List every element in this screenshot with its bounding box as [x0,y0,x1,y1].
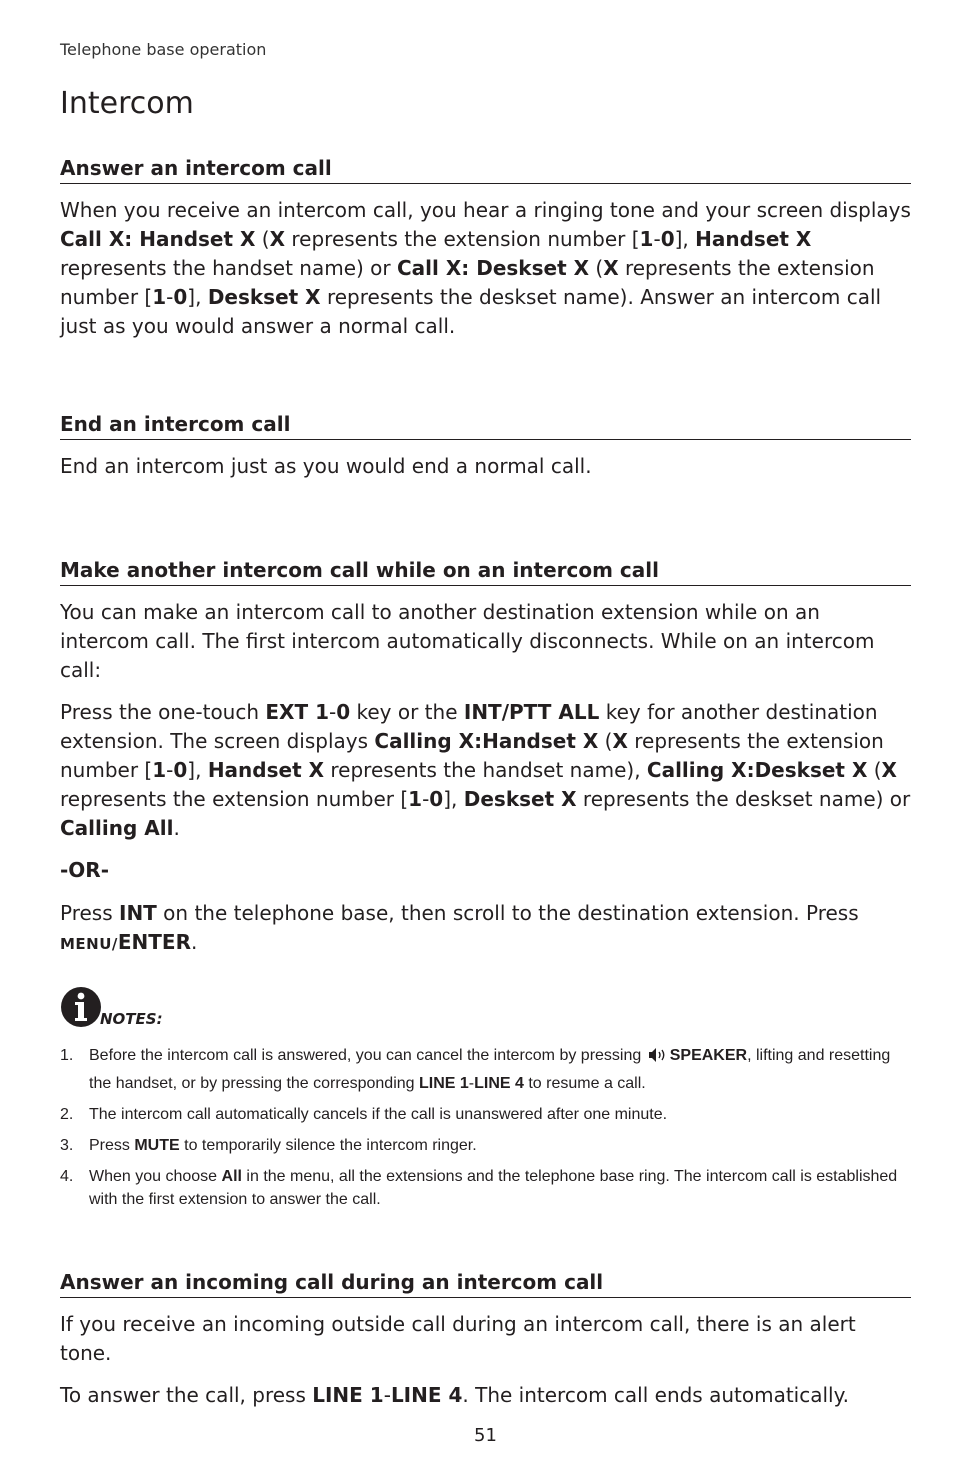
section-heading: End an intercom call [60,412,911,440]
page-title: Intercom [60,86,194,121]
section-answer-intercom [60,156,911,341]
page-number: 51 [474,1425,497,1446]
section-heading: Answer an intercom call [60,156,911,184]
section-another-intercom [60,558,911,959]
section-heading: Answer an incoming call during an intercom call [60,1270,911,1298]
section-body: End an intercom just as you would end a normal call. [60,454,592,478]
section-body: When you receive an intercom call, you hear a ringing tone and your screen displays Call X: Handset X (X represents the extension number [1-0], Handset X represents the handset name) or Call X: Deskset X (X represents the extension number [1-0], Deskset X represents the deskset name). Answer an intercom call just as you would answer a normal call. [60,198,911,338]
section-incoming-during-intercom [60,1270,911,1410]
section-instruction: Press the one-touch EXT 1-0 key or the INT/PTT ALL key for another destination extension. The screen displays Calling X:Handset X (X represents the extension number [1-0], Handset X represents the handset name), Calling X:Deskset X (X represents the extension number [1-0], Deskset X represents the deskset name) or Calling All. [60,700,911,840]
speaker-icon [648,1047,668,1063]
section-instruction: To answer the call, press LINE 1-LINE 4. The intercom call ends automatically. [60,1383,849,1407]
section-body: If you receive an incoming outside call during an intercom call, there is an alert tone. [60,1312,856,1365]
or-divider: -OR- [60,858,110,882]
section-end-intercom [60,412,911,481]
notes-label: NOTES: [100,1010,163,1028]
notes-header [60,986,260,1032]
info-icon [60,986,102,1028]
section-heading: Make another intercom call while on an intercom call [60,558,911,586]
running-header: Telephone base operation [60,40,267,59]
section-alternative: Press INT on the telephone base, then scroll to the destination extension. Press MENU/ENTER. [60,901,859,954]
section-intro: You can make an intercom call to another destination extension while on an intercom call. The first intercom automatically disconnects. While on an intercom call: [60,600,875,682]
